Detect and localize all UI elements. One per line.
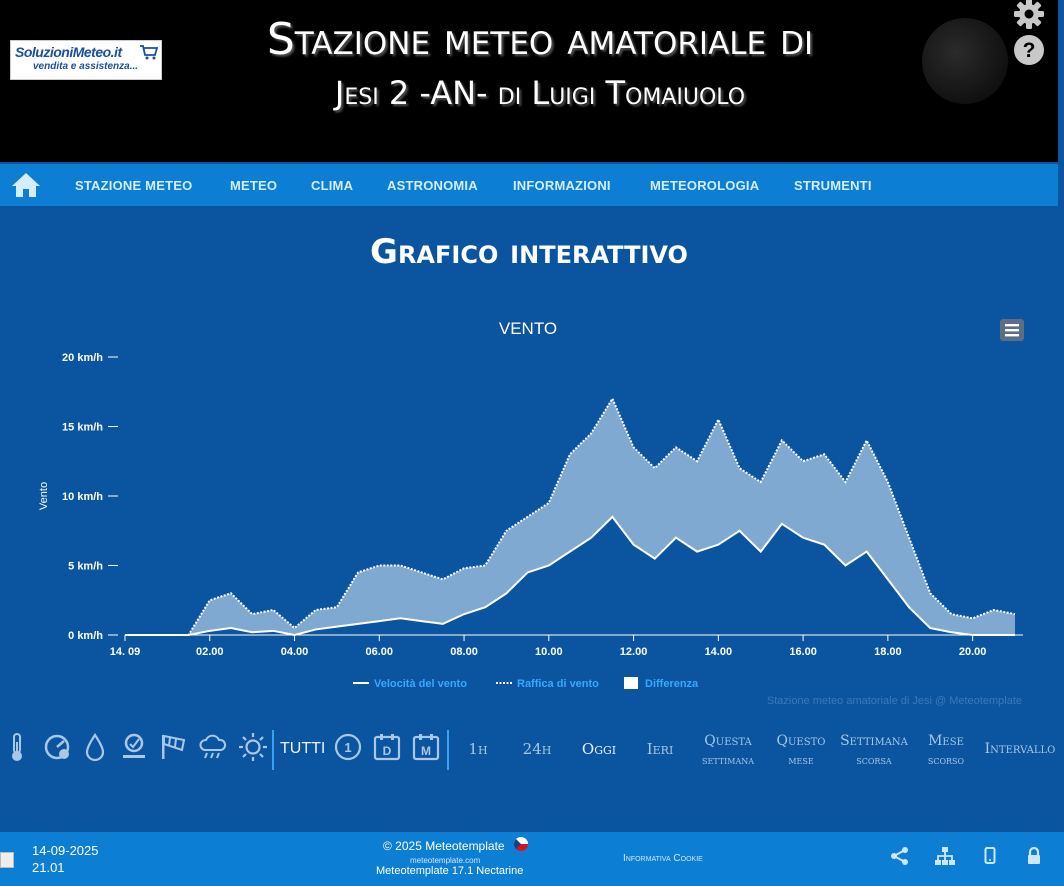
gust-point[interactable] — [250, 612, 254, 616]
pressure-icon[interactable] — [120, 732, 148, 762]
speed-point[interactable] — [632, 543, 636, 547]
x-tick-label: 06.00 — [365, 646, 394, 658]
gust-point[interactable] — [229, 591, 233, 595]
share-icon[interactable] — [890, 846, 910, 866]
gust-point[interactable] — [356, 570, 360, 574]
gust-point[interactable] — [420, 570, 424, 574]
rain-cloud-icon[interactable] — [198, 732, 228, 762]
sun-icon[interactable] — [238, 732, 268, 762]
x-tick-label: 14. 09 — [109, 646, 141, 658]
y-tick-label: 20 km/h — [62, 352, 103, 364]
gust-point[interactable] — [1013, 612, 1017, 616]
svg-text:1: 1 — [344, 740, 352, 755]
speed-point[interactable] — [377, 619, 381, 623]
speed-point[interactable] — [610, 515, 614, 519]
x-tick-label: 04.00 — [280, 646, 309, 658]
site-title-line1: Stazione meteo amatoriale di — [266, 14, 814, 65]
site-header — [0, 0, 1058, 162]
legend-gust-label: Raffica di vento — [517, 678, 599, 690]
speed-point[interactable] — [441, 622, 445, 626]
gust-point[interactable] — [441, 577, 445, 581]
gauge-icon[interactable] — [42, 732, 72, 762]
gust-point[interactable] — [949, 612, 953, 616]
speed-point[interactable] — [738, 529, 742, 533]
gust-point[interactable] — [801, 459, 805, 463]
range-24h-button[interactable]: 24h — [522, 740, 552, 758]
gust-point[interactable] — [398, 564, 402, 568]
gust-point[interactable] — [632, 445, 636, 449]
range-today-button[interactable]: Oggi — [581, 740, 617, 758]
windsock-icon[interactable] — [160, 732, 188, 762]
gust-point[interactable] — [822, 452, 826, 456]
speed-point[interactable] — [695, 550, 699, 554]
wind-chart — [0, 310, 1058, 710]
speed-point[interactable] — [208, 629, 212, 633]
speed-point[interactable] — [716, 543, 720, 547]
month-calendar-icon[interactable] — [411, 732, 441, 762]
speed-point[interactable] — [165, 633, 169, 637]
speed-point[interactable] — [992, 633, 996, 637]
sitemap-icon[interactable] — [934, 846, 956, 866]
clock-icon[interactable] — [333, 732, 363, 762]
legend-difference-label: Differenza — [645, 678, 699, 690]
nav-item-strumenti[interactable]: STRUMENTI — [794, 178, 872, 193]
gust-point[interactable] — [716, 418, 720, 422]
gust-point[interactable] — [208, 598, 212, 602]
svg-text:?: ? — [1022, 39, 1036, 62]
footer-time: 21.01 — [32, 860, 65, 875]
speed-point[interactable] — [780, 522, 784, 526]
footer-date: 14-09-2025 — [32, 843, 99, 858]
range-this-month-button[interactable]: Questo mese — [776, 733, 826, 767]
gust-point[interactable] — [504, 529, 508, 533]
speed-point[interactable] — [123, 633, 127, 637]
x-tick-label: 10.00 — [535, 646, 563, 658]
droplet-icon[interactable] — [84, 732, 106, 762]
soluzionimeteo-logo[interactable] — [10, 40, 162, 80]
chart-credit: Stazione meteo amatoriale di Jesi @ Meteotemplate — [766, 695, 1022, 707]
footer-site[interactable]: meteotemplate.com — [410, 856, 481, 865]
gust-point[interactable] — [780, 438, 784, 442]
svg-text:M: M — [421, 744, 431, 758]
speed-point[interactable] — [398, 616, 402, 620]
cart-icon — [139, 44, 159, 60]
gust-point[interactable] — [674, 445, 678, 449]
x-tick-label: 20.00 — [958, 646, 987, 658]
help-icon[interactable] — [1013, 34, 1045, 66]
speed-point[interactable] — [229, 626, 233, 630]
nav-item-informazioni[interactable]: INFORMAZIONI — [513, 178, 611, 193]
y-tick-label: 5 km/h — [68, 560, 103, 573]
gust-point[interactable] — [971, 616, 975, 620]
range-yesterday-button[interactable]: Ieri — [646, 740, 674, 758]
y-tick-label: 15 km/h — [62, 421, 103, 434]
gust-point[interactable] — [738, 466, 742, 470]
speed-point[interactable] — [589, 536, 593, 540]
speed-point[interactable] — [949, 630, 953, 634]
gear-icon[interactable] — [1013, 0, 1045, 30]
legend-difference-swatch — [624, 677, 638, 689]
speed-point[interactable] — [462, 612, 466, 616]
home-icon[interactable] — [11, 171, 41, 199]
gust-point[interactable] — [992, 608, 996, 612]
nav-item-meteorologia[interactable]: METEOROLOGIA — [650, 178, 760, 193]
speed-point[interactable] — [1013, 633, 1017, 637]
speed-point[interactable] — [547, 564, 551, 568]
czech-flag-icon — [514, 837, 528, 851]
speed-point[interactable] — [865, 550, 869, 554]
speed-point[interactable] — [886, 577, 890, 581]
speed-point[interactable] — [420, 619, 424, 623]
speed-point[interactable] — [801, 536, 805, 540]
nav-item-clima[interactable]: CLIMA — [311, 178, 354, 193]
gust-point[interactable] — [335, 605, 339, 609]
logo-main-text: SoluzioniMeteo.it — [15, 44, 122, 60]
speed-point[interactable] — [674, 536, 678, 540]
difference-area — [125, 399, 1015, 635]
range-1h-button[interactable]: 1h — [468, 740, 488, 758]
nav-item-stazione-meteo[interactable]: STAZIONE METEO — [75, 178, 193, 193]
gust-point[interactable] — [483, 564, 487, 568]
speed-point[interactable] — [187, 633, 191, 637]
broken-image-icon — [0, 852, 14, 868]
speed-point[interactable] — [335, 625, 339, 629]
gust-point[interactable] — [377, 564, 381, 568]
speed-point[interactable] — [250, 630, 254, 634]
legend-speed-label: Velocità del vento — [374, 678, 467, 690]
gust-point[interactable] — [526, 515, 530, 519]
gust-point[interactable] — [589, 431, 593, 435]
gust-point[interactable] — [759, 480, 763, 484]
speed-point[interactable] — [356, 622, 360, 626]
footer-version: Meteotemplate 17.1 Nectarine — [376, 865, 524, 877]
lock-icon[interactable] — [1026, 846, 1042, 866]
gust-point[interactable] — [865, 438, 869, 442]
gust-point[interactable] — [928, 591, 932, 595]
x-tick-label: 18.00 — [874, 646, 902, 658]
x-tick-label: 14.00 — [704, 646, 733, 658]
all-parameters-button[interactable]: TUTTI — [280, 740, 326, 757]
range-last-month-button[interactable]: Mese scorso — [927, 733, 965, 767]
page-title: Grafico interattivo — [370, 232, 688, 272]
gust-point[interactable] — [547, 501, 551, 505]
thermometer-icon[interactable] — [6, 732, 28, 762]
speed-point[interactable] — [483, 605, 487, 609]
gust-point[interactable] — [886, 480, 890, 484]
speed-point[interactable] — [526, 570, 530, 574]
speed-point[interactable] — [759, 550, 763, 554]
speed-point[interactable] — [928, 626, 932, 630]
cookie-policy-link[interactable]: Informativa Cookie — [623, 853, 703, 864]
speed-point[interactable] — [907, 605, 911, 609]
speed-point[interactable] — [504, 591, 508, 595]
nav-item-astronomia[interactable]: ASTRONOMIA — [387, 178, 478, 193]
y-axis-label: Vento — [38, 481, 50, 511]
x-tick-label: 02.00 — [195, 646, 224, 658]
x-tick-label: 08.00 — [450, 646, 478, 658]
moon-phase-icon[interactable] — [922, 18, 1008, 104]
speed-point[interactable] — [144, 633, 148, 637]
chart-title: VENTO — [498, 319, 558, 338]
speed-point[interactable] — [971, 633, 975, 637]
toolbar-divider — [272, 730, 274, 770]
gust-point[interactable] — [610, 397, 614, 401]
speed-point[interactable] — [271, 629, 275, 633]
gust-point[interactable] — [695, 459, 699, 463]
x-tick-label: 12.00 — [619, 646, 648, 658]
site-title-line2: Jesi 2 -AN- di Luigi Tomaiuolo — [334, 74, 746, 112]
speed-point[interactable] — [822, 543, 826, 547]
gust-point[interactable] — [314, 608, 318, 612]
mobile-icon[interactable] — [984, 846, 996, 866]
y-tick-label: 0 km/h — [68, 630, 103, 642]
gust-point[interactable] — [907, 536, 911, 540]
speed-point[interactable] — [568, 550, 572, 554]
y-tick-label: 10 km/h — [62, 491, 103, 503]
gust-point[interactable] — [293, 626, 297, 630]
gust-point[interactable] — [462, 566, 466, 570]
nav-item-meteo[interactable]: METEO — [230, 178, 278, 193]
gust-point[interactable] — [568, 452, 572, 456]
logo-sub-text: vendita e assistenza... — [33, 61, 139, 72]
footer-copyright[interactable]: © 2025 Meteotemplate — [383, 839, 505, 853]
range-last-week-button[interactable]: Settimana scorsa — [840, 733, 908, 767]
speed-point[interactable] — [293, 633, 297, 637]
x-tick-label: 16.00 — [789, 646, 817, 658]
speed-point[interactable] — [843, 564, 847, 568]
chart-menu-button[interactable] — [1000, 319, 1024, 341]
gust-point[interactable] — [843, 480, 847, 484]
range-this-week-button[interactable]: Questa settimana — [701, 733, 755, 767]
svg-text:D: D — [382, 744, 392, 758]
range-interval-button[interactable]: Intervallo — [984, 741, 1056, 757]
speed-point[interactable] — [314, 627, 318, 631]
toolbar-divider — [447, 730, 449, 770]
speed-point[interactable] — [653, 557, 657, 561]
day-calendar-icon[interactable] — [372, 732, 402, 762]
gust-point[interactable] — [653, 466, 657, 470]
main-navigation — [0, 164, 1058, 206]
gust-point[interactable] — [271, 608, 275, 612]
